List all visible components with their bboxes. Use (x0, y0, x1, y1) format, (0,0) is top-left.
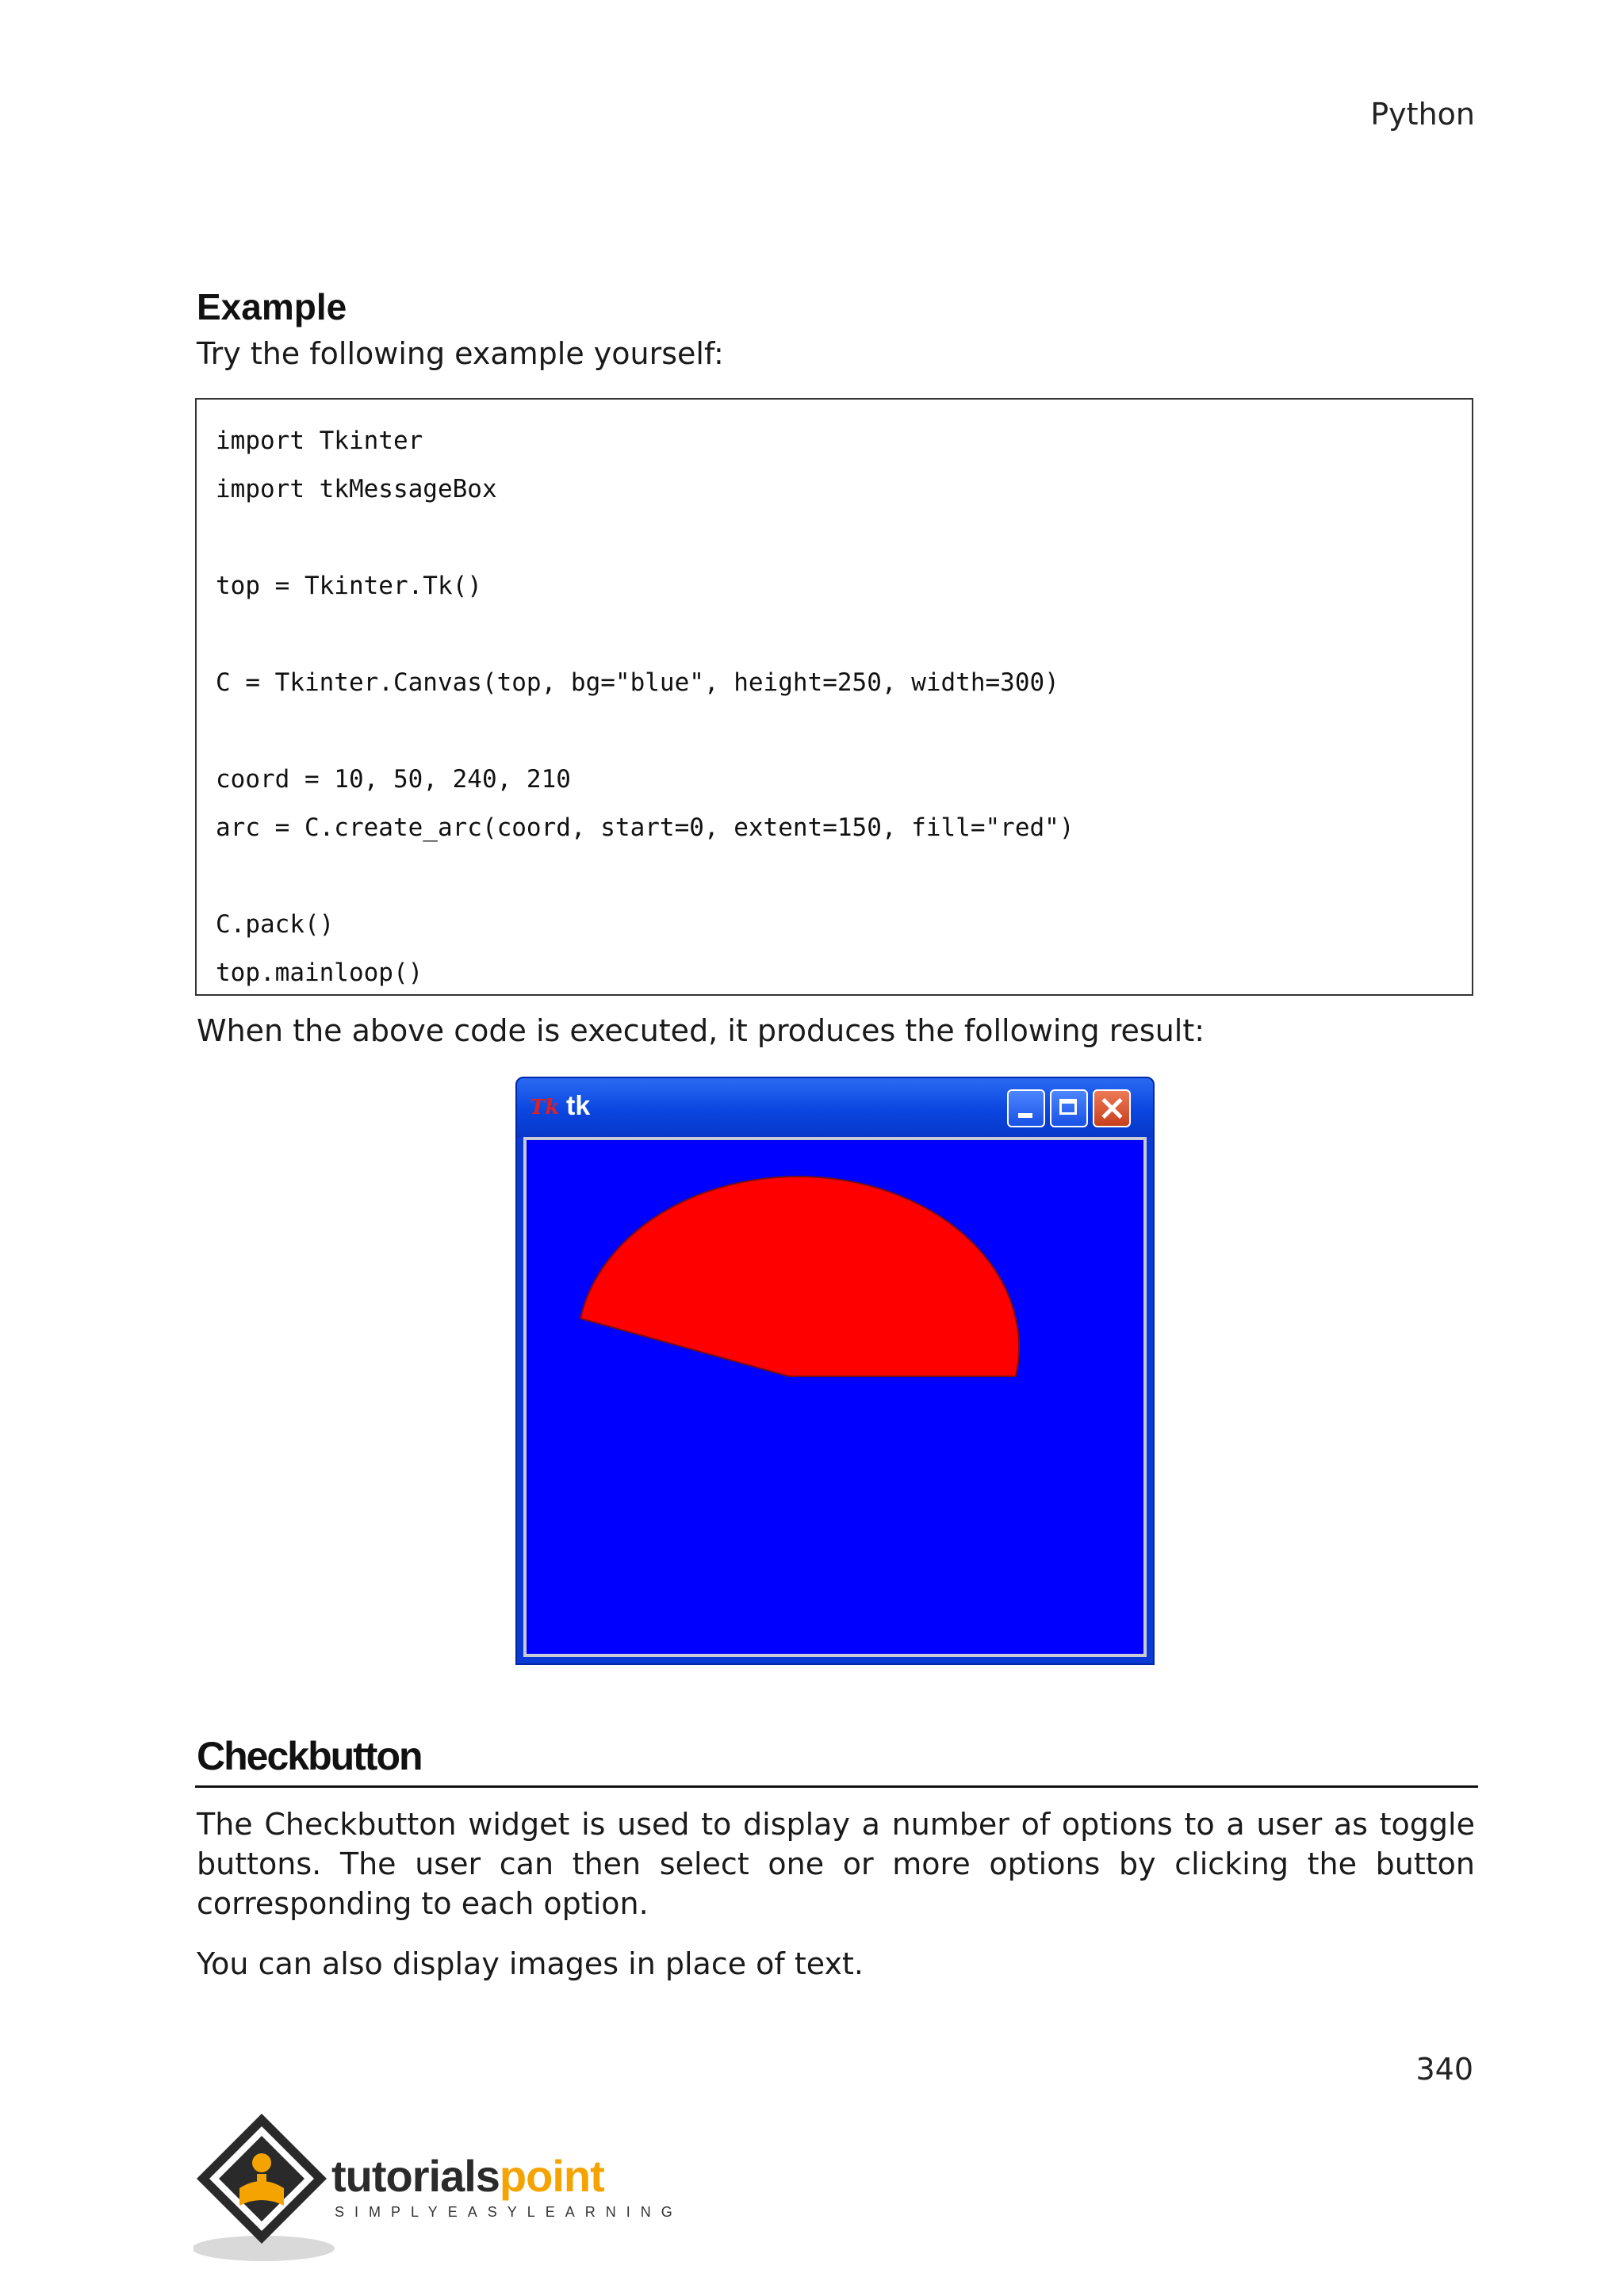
code-line: top = Tkinter.Tk() (216, 572, 482, 600)
page-number: 340 (1415, 2052, 1473, 2087)
code-line (216, 610, 1453, 659)
tutorialspoint-logo (193, 2112, 683, 2274)
tk-window-title: tk (566, 1091, 591, 1121)
logo-diamond-icon (193, 2112, 352, 2271)
maximize-icon[interactable] (1050, 1089, 1088, 1127)
tk-canvas (523, 1137, 1147, 1657)
section-heading-example: Example (197, 286, 347, 327)
tk-window-screenshot (515, 1077, 1155, 1665)
minimize-icon[interactable] (1007, 1089, 1045, 1127)
running-header: Python (1370, 97, 1475, 132)
intro-text: Try the following example yourself: (197, 336, 724, 371)
close-icon[interactable] (1093, 1089, 1131, 1127)
code-line: import Tkinter (216, 427, 423, 455)
checkbutton-note: You can also display images in place of text. (197, 1946, 864, 1981)
canvas-drawing (527, 1140, 1140, 1651)
heading-underline (195, 1785, 1478, 1788)
code-line (216, 707, 1453, 756)
code-line: C.pack() (216, 910, 335, 939)
code-line: coord = 10, 50, 240, 210 (216, 765, 571, 794)
code-line (216, 852, 1453, 901)
logo-word-tutorials: tutorials (331, 2151, 500, 2201)
logo-word-point: point (499, 2151, 604, 2201)
tk-titlebar (517, 1078, 1153, 1137)
logo-wordmark (331, 2150, 604, 2202)
code-line: C = Tkinter.Canvas(top, bg="blue", height=250, width=300) (216, 668, 1059, 697)
code-block (195, 398, 1473, 996)
result-intro-text: When the above code is executed, it produces the following result: (197, 1013, 1205, 1048)
checkbutton-description: The Checkbutton widget is used to display a number of options to a user as toggle buttons. The user can then select one or more options by clicking the button corresponding to each option. (197, 1807, 1475, 1921)
logo-tagline: SIMPLYEASYLEARNING (335, 2204, 683, 2220)
section-heading-checkbutton: Checkbutton (197, 1734, 422, 1778)
code-line: top.mainloop() (216, 959, 423, 987)
code-line: arc = C.create_arc(coord, start=0, extent=150, fill="red") (216, 813, 1074, 842)
code-line (216, 514, 1453, 562)
tk-feather-icon: Tk (530, 1096, 560, 1119)
code-line: import tkMessageBox (216, 475, 497, 503)
